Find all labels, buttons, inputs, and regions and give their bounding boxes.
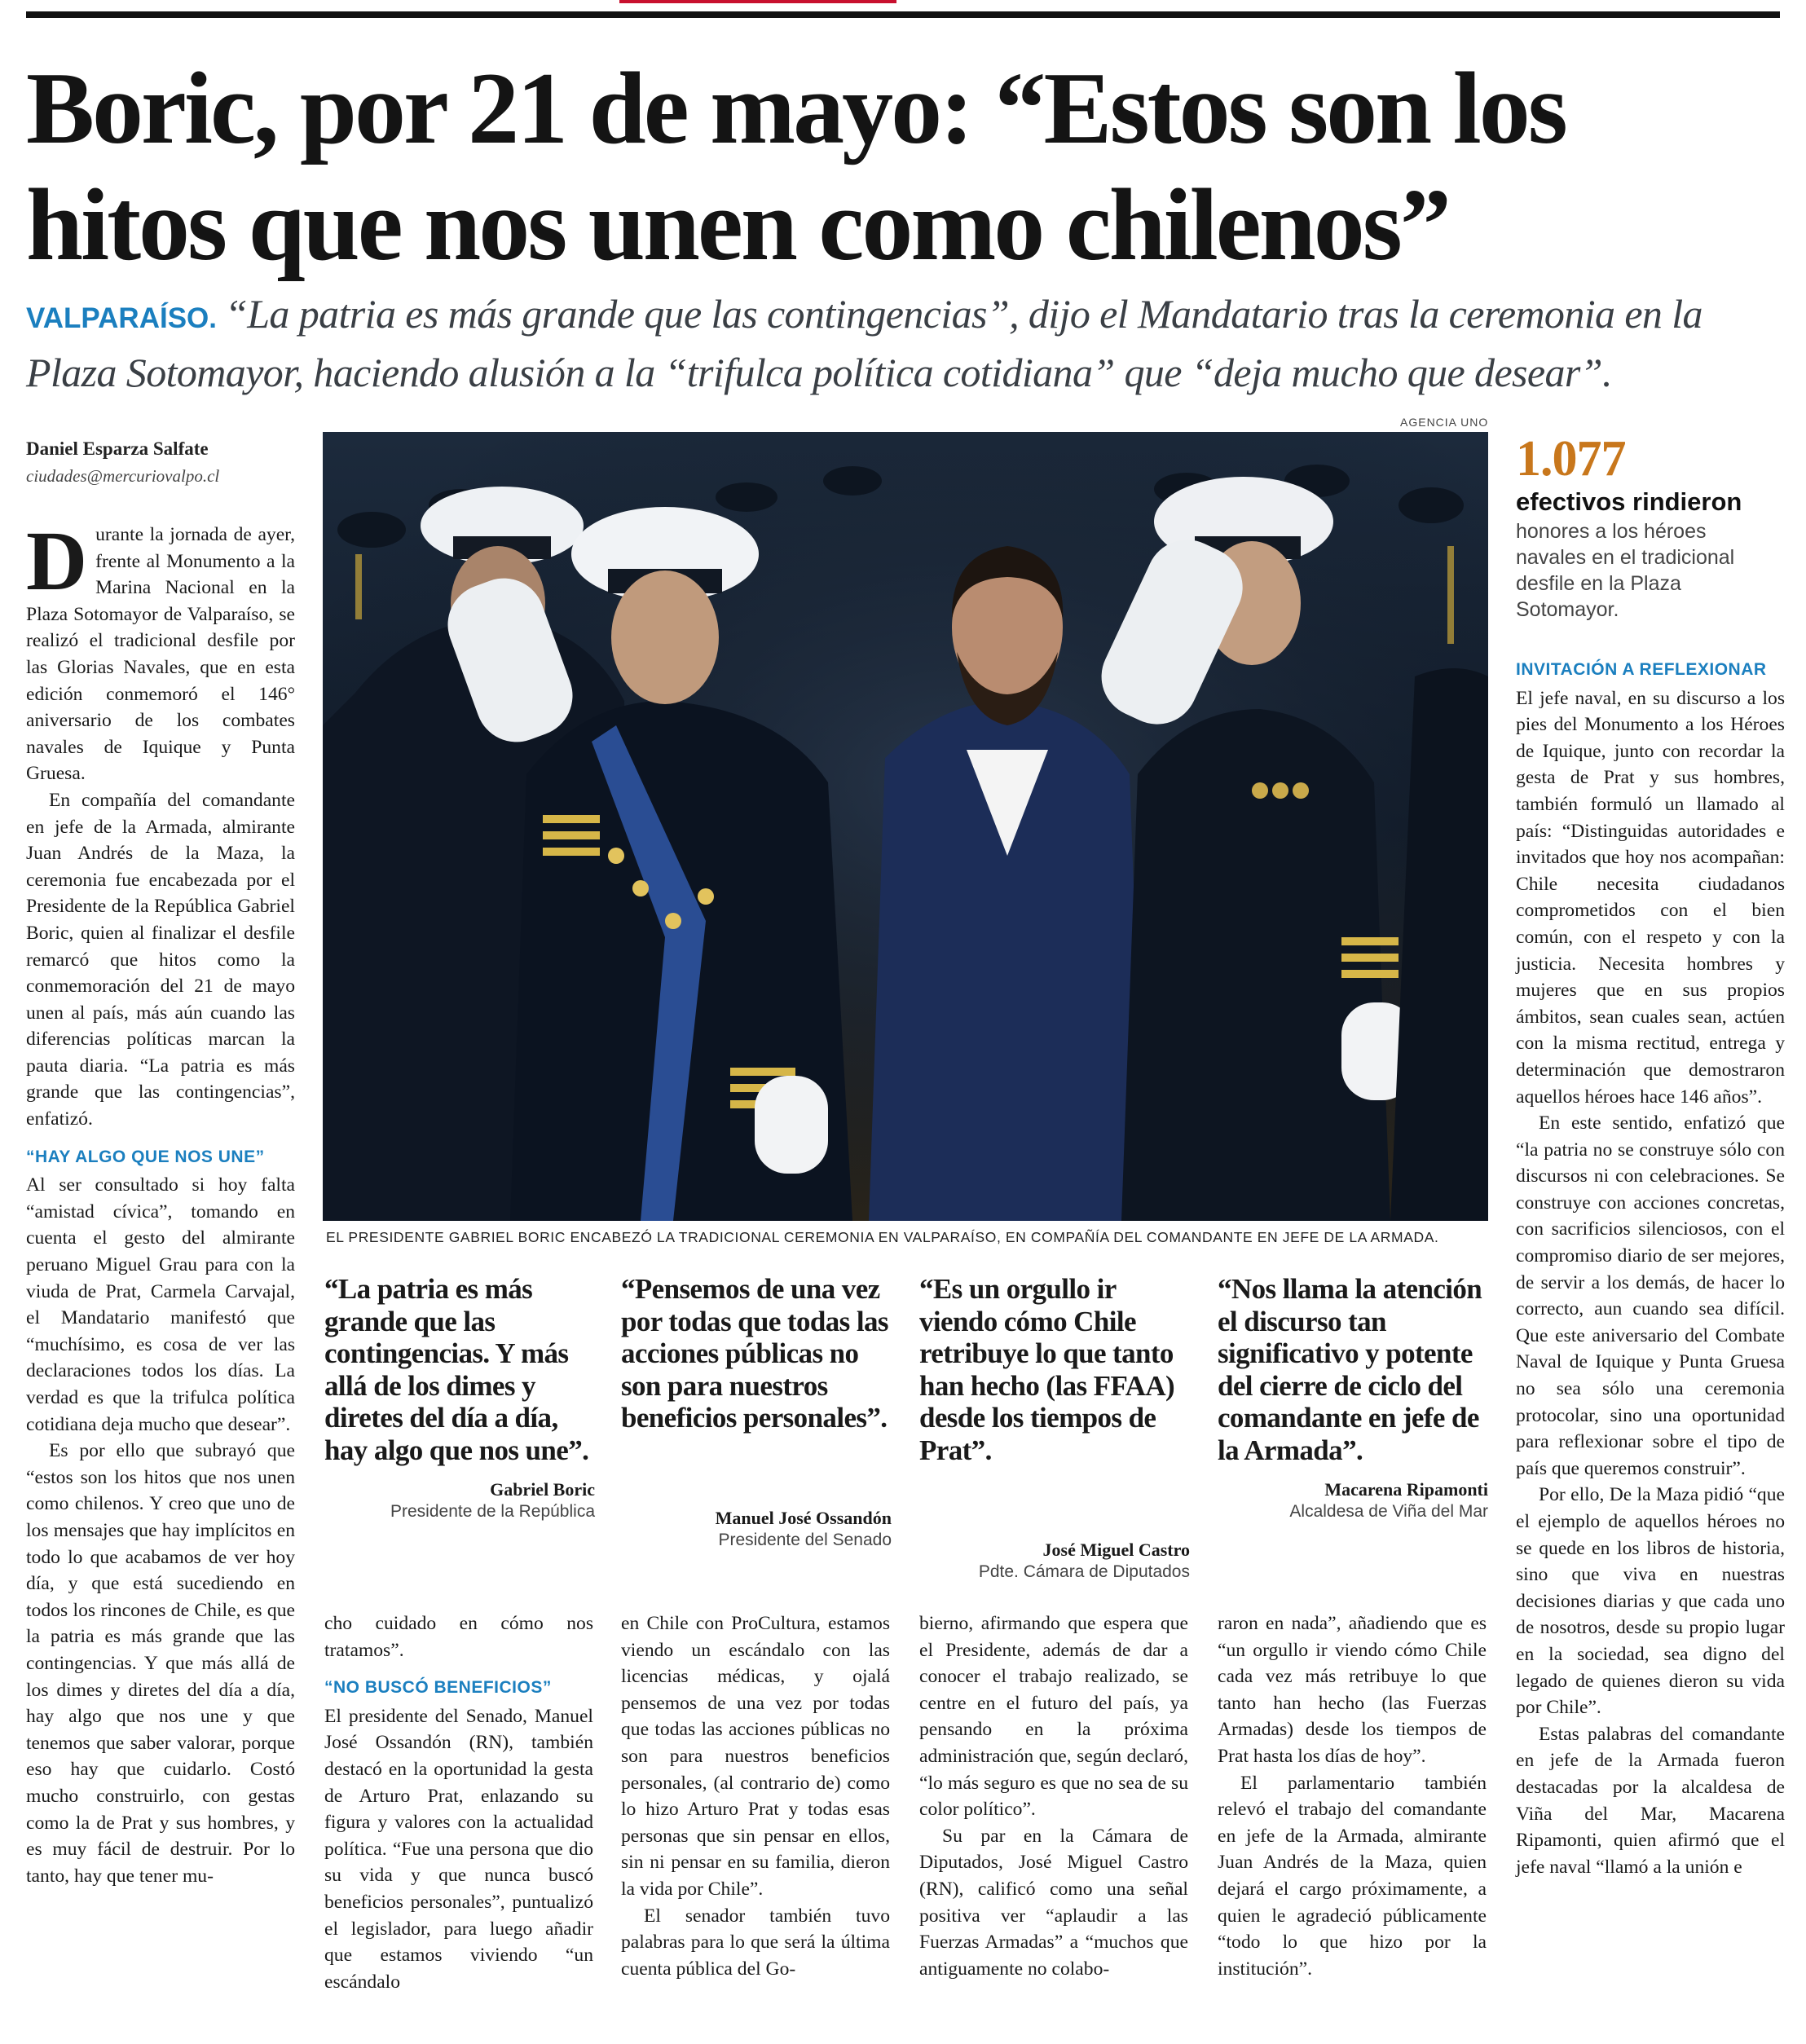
pull-quote: [621, 1273, 892, 1550]
paragraph: En este sentido, enfatizó que “la patria no se construye sólo con discursos ni con celebraciones. Se construye con acciones concretas, con sacrificios silenciosos, con el compromiso diario de ser mejores, de servir a los demás, de hacer lo correcto, aun cuando sea difícil. Que este aniversario del Combate Naval de Iquique y Punta Gruesa no sea sólo una ceremonia protocolar, sino una oportunidad para reflexionar sobre el tipo de país que queremos construir”.: [1516, 1112, 1785, 1479]
paragraph: Es por ello que subrayó que “estos son los hitos que nos unen como chilenos. Y creo que uno de los mensajes que hay implícitos en todo lo que acabamos de ver hoy día, y que está sucediendo en todos los rincones de Chile, es que la patria es más grande que las contingencias. Y que más allá de los dimes y diretes del día a día, hay algo que nos une y que tenemos que saber valorar, porque eso hay que cuidarlo. Costó mucho construirlo, con gestas como la de Prat y sus hombres, y es muy fácil de destruir. Por lo tanto, hay que tener mu-: [26, 1440, 295, 1887]
headline-line-1: Boric, por 21 de mayo: “Estos son los: [26, 52, 1566, 165]
paragraph: en Chile con ProCultura, estamos viendo un escándalo con las licencias médicas, y ojalá pensemos de una vez por todas que todas las acciones públicas no son para nuestros beneficios personales, (al contrario de) como lo hizo Arturo Prat y todas esas personas que sin pensar en ellos, sin ni pensar en su familia, dieron la vida por Chile”.: [621, 1613, 890, 1900]
article-column-3: [621, 1610, 890, 1982]
deck-line-2: Plaza Sotomayor, haciendo alusión a la “trifulca política cotidiana” que “deja mucho que desear”.: [26, 350, 1612, 395]
deck-line-1: [26, 287, 1786, 346]
stat-description: honores a los héroes navales en el tradicional desfile en la Plaza Sotomayor.: [1516, 520, 1735, 621]
quote-text: “La patria es más grande que las contingencias. Y más allá de los dimes y diretes del día a día, hay algo que nos une”.: [324, 1273, 589, 1466]
stat-number: 1.077: [1516, 431, 1626, 487]
paragraph: El presidente del Senado, Manuel José Ossandón (RN), también destacó en la oportunidad la gesta de Arturo Prat, enlazando su figura y valores con la actualidad política. “Fue una persona que dio su vida y que nunca buscó beneficios personales”, puntualizó el legislador, para luego añadir que estamos viviendo “un escándalo: [324, 1705, 593, 1993]
paragraph: Su par en la Cámara de Diputados, José Miguel Castro (RN), calificó como una señal positiva ver “aplaudir a las Fuerzas Armadas” a “muchos que antiguamente no colabo-: [919, 1825, 1188, 1980]
photo-credit: AGENCIA UNO: [1400, 416, 1489, 429]
paragraph: Estas palabras del comandante en jefe de la Armada fueron destacadas por la alcaldesa de Viña del Mar, Macarena Ripamonti, quien afirmó que el jefe naval “llamó a la unión e: [1516, 1723, 1785, 1878]
article-column-5: [1218, 1610, 1487, 1982]
subheading: “HAY ALGO QUE NOS UNE”: [26, 1147, 265, 1166]
deck-text-1: “La patria es más grande que las contingencias”, dijo el Mandatario tras la ceremonia en la: [225, 291, 1702, 337]
quote-name: José Miguel Castro: [1042, 1540, 1190, 1560]
quote-role: Presidente del Senado: [718, 1530, 892, 1549]
deck: [26, 287, 1786, 399]
subheading: “NO BUSCÓ BENEFICIOS”: [324, 1678, 552, 1698]
stat-label: efectivos rindieron: [1516, 487, 1742, 516]
article-column-4: [919, 1610, 1188, 1982]
paragraph: Al ser consultado si hoy falta “amistad cívica”, tomando en cuenta el gesto del almirante peruano Miguel Grau para con la viuda de Prat, Carmela Carvajal, el Mandatario manifestó que “muchísimo, es cosa de ver las declaraciones todos los días. La verdad es que la trifulca política cotidiana deja mucho que desear”.: [26, 1174, 295, 1435]
quote-text: “Nos llama la atención el discurso tan significativo y potente del cierre de ciclo del comandante en jefe de la Armada”.: [1218, 1273, 1482, 1466]
top-rule: [26, 11, 1780, 18]
article-column-1: [26, 514, 295, 1889]
paragraph: Por ello, De la Maza pidió “que el ejemplo de aquellos héroes no se quede en los libros de historia, sino que viva en nuestras decisiones diarias y que cada uno de nosotros, desde su propio lugar en la sociedad, sea digno del legado de quienes dieron su vida por Chile”.: [1516, 1484, 1785, 1719]
pull-quote: [324, 1273, 595, 1522]
quote-role: Pdte. Cámara de Diputados: [978, 1562, 1190, 1581]
quote-text: “Pensemos de una vez por todas que todas las acciones públicas no son para nuestros beneficios personales”.: [621, 1273, 888, 1434]
article-column-2: [324, 1610, 593, 1995]
paragraph-text: urante la jornada de ayer, frente al Monumento a la Marina Nacional en la Plaza Sotomayor de Valparaíso, se realizó el tradicional desfile por las Glorias Navales, que en esta edición conmemoró el 146° aniversario de los combates navales de Iquique y Punta Gruesa.: [26, 524, 295, 785]
photo-illustration: [323, 432, 1488, 1221]
article-column-6: [1516, 645, 1785, 1880]
pull-quote: [919, 1273, 1190, 1582]
paragraph: cho cuidado en cómo nos tratamos”.: [324, 1613, 593, 1661]
deck-location: VALPARAÍSO.: [26, 302, 217, 334]
paragraph: [26, 514, 295, 787]
dropcap: D: [26, 514, 88, 608]
quote-name: Manuel José Ossandón: [715, 1507, 892, 1528]
quote-name: Gabriel Boric: [490, 1479, 595, 1500]
paragraph: En compañía del comandante en jefe de la Armada, almirante Juan Andrés de la Maza, la ceremonia fue encabezada por el Presidente de la República Gabriel Boric, quien al finalizar el desfile remarcó que hitos como la conmemoración del 21 de mayo unen al país, más aún cuando las diferencias políticas marcan la pauta diaria. “La patria es más grande que las contingencias”, enfatizó.: [26, 789, 295, 1130]
byline-email[interactable]: ciudades@mercuriovalpo.cl: [26, 466, 220, 486]
paragraph: El jefe naval, en su discurso a los pies del Monumento a los Héroes de Iquique, junto con recordar la gesta de Prat y sus hombres, también formuló un llamado al país: “Distinguidas autoridades e invitados que hoy nos acompañan: Chile necesita ciudadanos comprometidos con el bien común, con el respeto y con la justicia. Necesita hombres y mujeres que en sus propios ámbitos, sean cuales sean, actúen con la misma rectitud, entrega y determinación que demostraron aquellos héroes hace 146 años”.: [1516, 687, 1785, 1108]
byline-author: Daniel Esparza Salfate: [26, 438, 209, 459]
section-tab: [619, 0, 896, 3]
photo-caption: EL PRESIDENTE GABRIEL BORIC ENCABEZÓ LA TRADICIONAL CEREMONIA EN VALPARAÍSO, EN COMPAÑÍA DEL COMANDANTE EN JEFE DE LA ARMADA.: [326, 1229, 1439, 1245]
quote-role: Presidente de la República: [390, 1502, 595, 1521]
quote-role: Alcaldesa de Viña del Mar: [1289, 1502, 1488, 1521]
headline: [26, 51, 1786, 284]
pull-quote: [1218, 1273, 1488, 1522]
headline-line-2: hitos que nos unen como chilenos”: [26, 169, 1449, 282]
paragraph: El parlamentario también relevó el trabajo del comandante en jefe de la Armada, almirante Juan Andrés de la Maza, quien dejará el cargo próximamente, a quien le agradeció públicamente “todo lo que hizo por la institución”.: [1218, 1772, 1487, 1980]
paragraph: El senador también tuvo palabras para lo que será la última cuenta pública del Go-: [621, 1905, 890, 1980]
quote-text: “Es un orgullo ir viendo cómo Chile retribuye lo que tanto han hecho (las FFAA) desde los tiempos de Prat”.: [919, 1273, 1175, 1466]
paragraph: bierno, afirmando que espera que el Presidente, además de dar a conocer el trabajo realizado, se centre en el futuro del país, ya pensando en la próxima administración que, según declaró, “lo más seguro es que no sea de su color político”.: [919, 1613, 1188, 1821]
paragraph: raron en nada”, añadiendo que es “un orgullo ir viendo cómo Chile cada vez más retribuye lo que tanto han hecho (las Fuerzas Armadas) desde los tiempos de Prat hasta los días de hoy”.: [1218, 1613, 1487, 1767]
subheading: INVITACIÓN A REFLEXIONAR: [1516, 660, 1767, 679]
article-photo: [323, 432, 1488, 1221]
quote-name: Macarena Ripamonti: [1324, 1479, 1488, 1500]
